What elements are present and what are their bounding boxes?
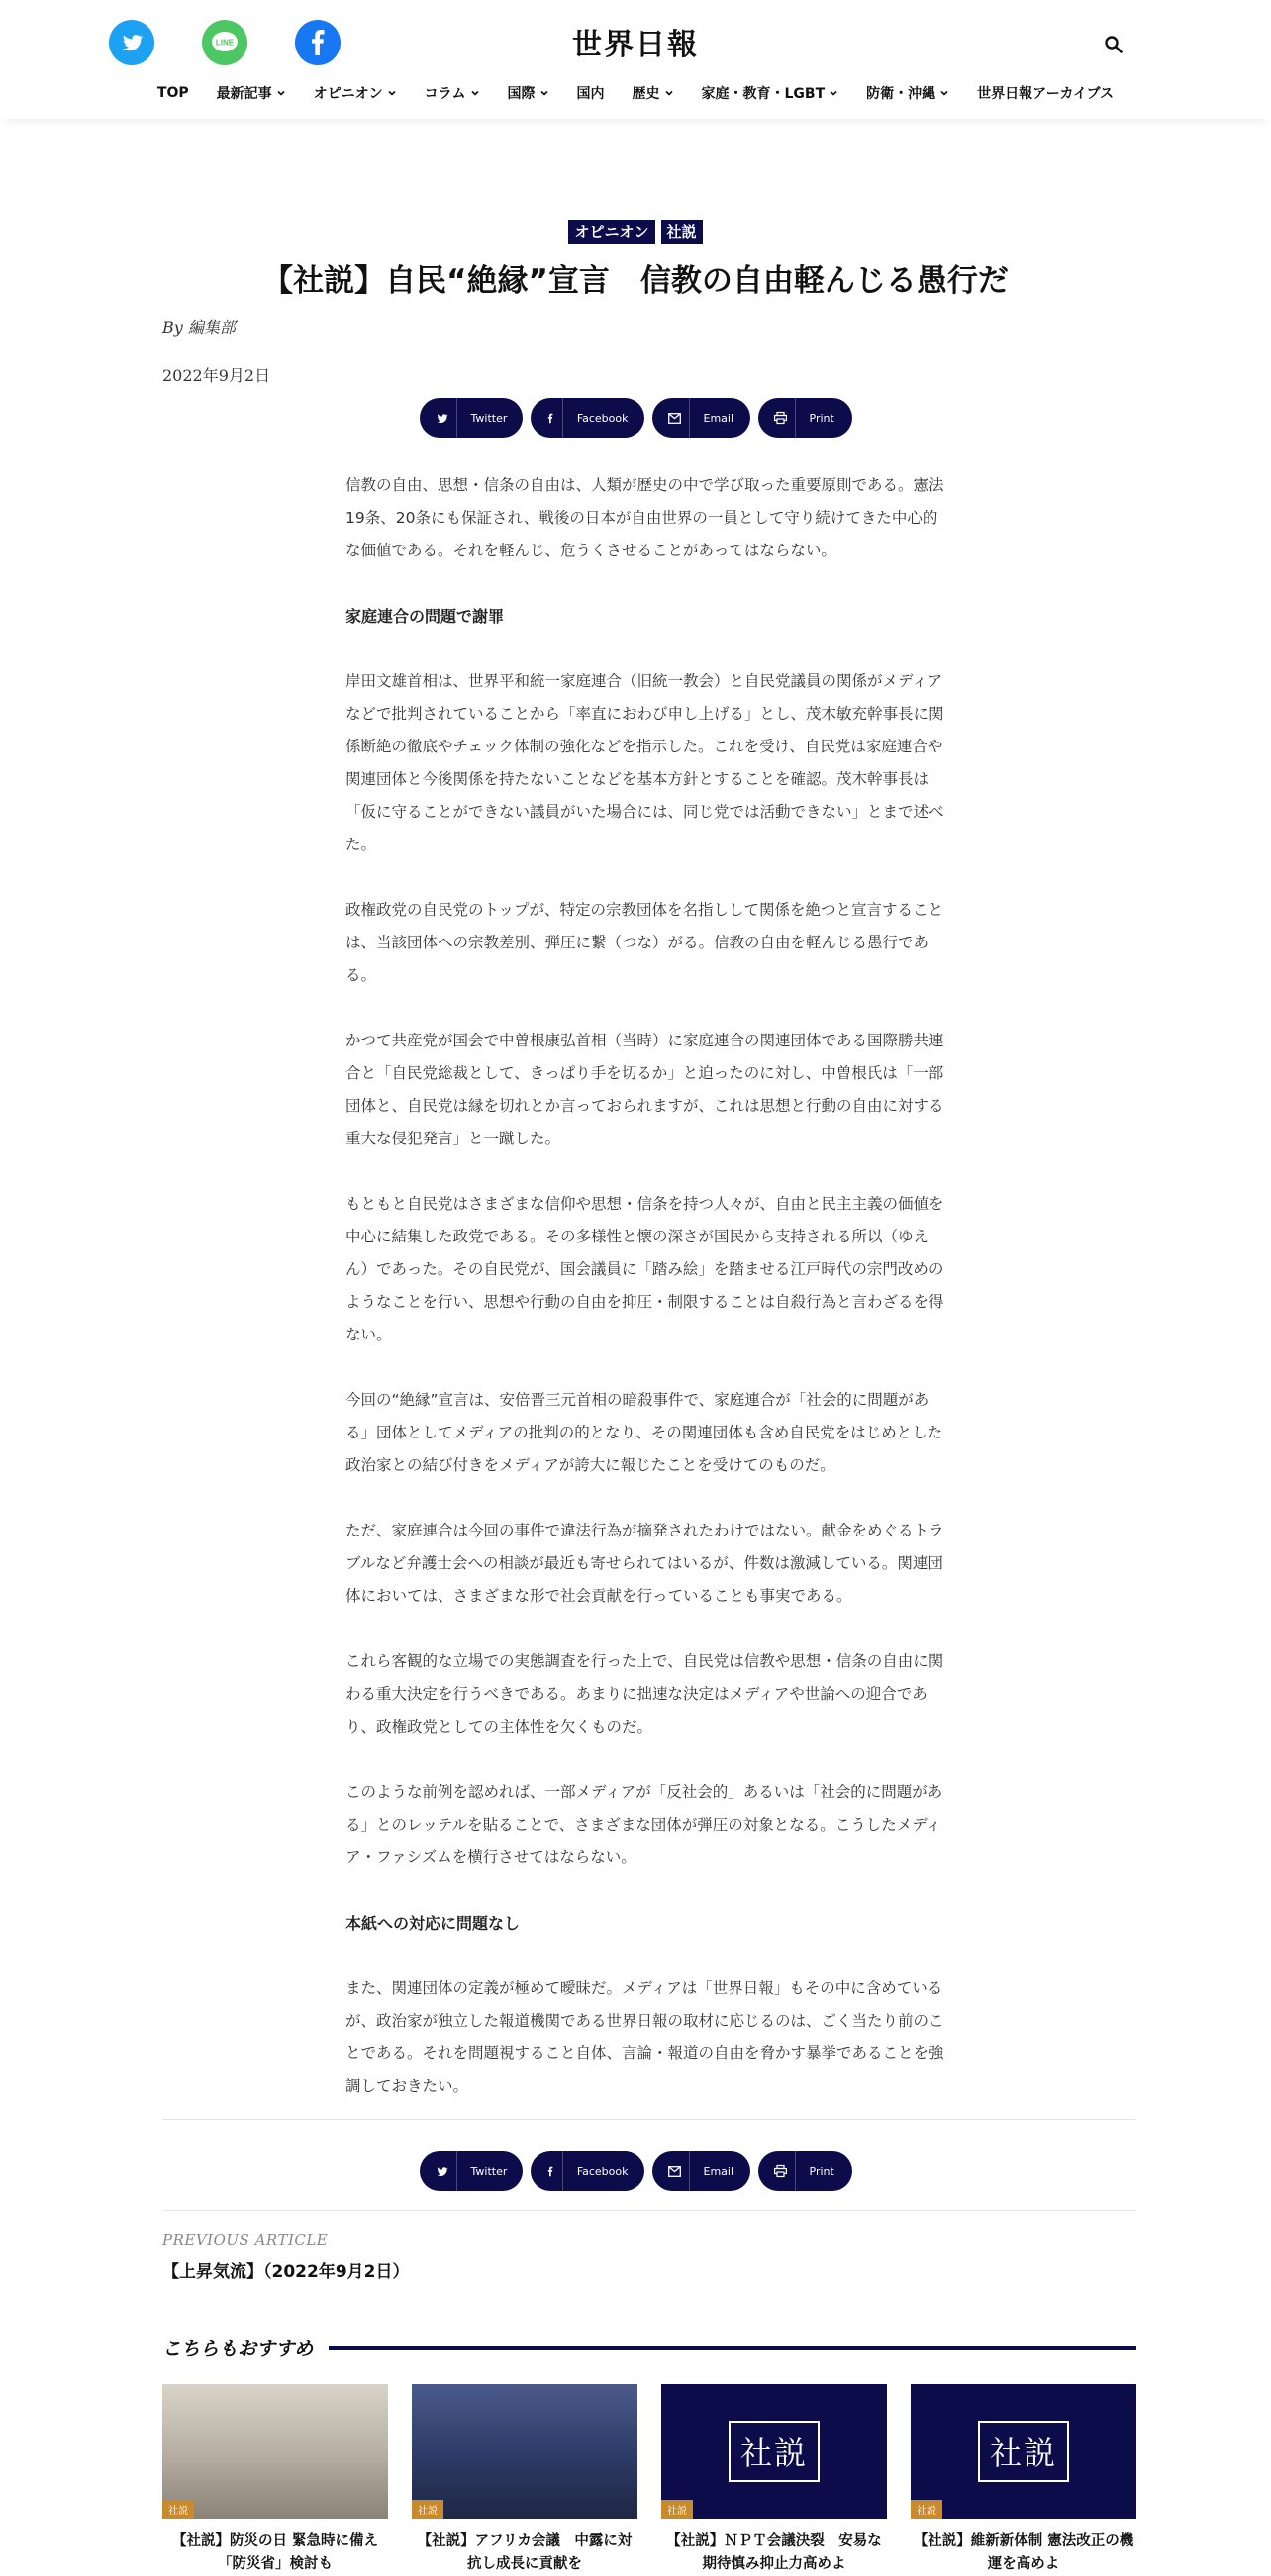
recommend-card[interactable] — [661, 2384, 887, 2576]
nav-item-label: コラム — [424, 86, 466, 102]
nav-item-label: TOP — [156, 85, 189, 101]
chevron-down-icon — [387, 88, 397, 98]
nav-item-label: 家庭・教育・LGBT — [701, 86, 826, 102]
publish-date: 2022年9月2日 — [162, 366, 271, 385]
author-link[interactable]: 編集部 — [187, 318, 236, 337]
chevron-down-icon — [539, 88, 549, 98]
category-badge: 社説 — [412, 2500, 443, 2519]
share-bar-top — [0, 398, 1271, 438]
recommend-card[interactable] — [911, 2384, 1136, 2576]
previous-article-link[interactable]: 【上昇気流】（2022年9月2日） — [162, 2262, 410, 2282]
share-facebook-label: Facebook — [576, 2164, 629, 2178]
chevron-down-icon — [829, 88, 838, 98]
nav-item[interactable] — [852, 83, 963, 103]
share-facebook-button[interactable] — [531, 398, 644, 438]
card-thumbnail[interactable] — [911, 2384, 1136, 2519]
article-paragraph: 今回の“絶縁”宣言は、安倍晋三元首相の暗殺事件で、家庭連合が「社会的に問題がある」団体としてメディアの批判の的となり、その関連団体も含め自民党をはじめとした政治家との結び付きをメディアが誇大に報じたことを受けてのものだ。 — [345, 1391, 943, 1474]
nav-item-label: 歴史 — [632, 86, 660, 102]
recommend-card[interactable] — [162, 2384, 388, 2576]
nav-item-label: 国際 — [507, 86, 536, 102]
share-twitter-label: Twitter — [470, 411, 508, 425]
category-tags — [0, 220, 1271, 244]
article-title: 【社説】自民“絶縁”宣言 信教の自由軽んじる愚行だ — [262, 263, 1009, 299]
main-nav — [0, 83, 1271, 103]
chevron-down-icon — [470, 88, 480, 98]
line-icon — [210, 30, 240, 55]
share-email-label: Email — [703, 2164, 734, 2178]
facebook-icon — [546, 412, 554, 425]
article-paragraph: 信教の自由、思想・信条の自由は、人類が歴史の中で学び取った重要原則である。憲法19条、20条にも保証され、戦後の日本が自由世界の一員として守り続けてきた中心的な価値である。それを軽んじ、危うくさせることがあってはならない。 — [345, 476, 944, 559]
printer-icon — [774, 2165, 787, 2177]
divider — [162, 2210, 1136, 2211]
heading-bar — [329, 2346, 1136, 2350]
nav-item[interactable] — [411, 83, 494, 103]
nav-item[interactable] — [688, 83, 853, 103]
share-facebook-label: Facebook — [576, 411, 629, 425]
card-title[interactable]: 【社説】アフリカ会議 中露に対抗し成長に貢献を — [417, 2533, 633, 2572]
line-icon-label: LINE — [215, 38, 235, 48]
twitter-icon — [436, 2165, 448, 2178]
share-print-button[interactable] — [758, 398, 852, 438]
nav-item[interactable] — [563, 83, 619, 103]
recommend-card[interactable] — [412, 2384, 637, 2576]
site-header — [0, 0, 1271, 119]
card-title[interactable]: 【社説】維新新体制 憲法改正の機運を高めよ — [913, 2533, 1134, 2572]
share-facebook-button[interactable] — [531, 2151, 644, 2191]
nav-item[interactable] — [144, 83, 203, 103]
article-paragraph: このような前例を認めれば、一部メディアが「反社会的」あるいは「社会的に問題がある」とのレッテルを貼ることで、さまざまな団体が弾圧の対象となる。こうしたメディア・ファシズムを横行させてはならない。 — [345, 1783, 943, 1866]
nav-item[interactable] — [203, 83, 300, 103]
printer-icon — [774, 412, 787, 424]
nav-item[interactable] — [963, 83, 1127, 103]
share-bar-bottom — [0, 2151, 1271, 2191]
chevron-down-icon — [664, 88, 674, 98]
share-email-button[interactable] — [652, 2151, 750, 2191]
share-twitter-button[interactable] — [420, 2151, 523, 2191]
card-title[interactable]: 【社説】ＮＰＴ会議決裂 安易な期待慎み抑止力高めよ — [666, 2533, 882, 2572]
search-button[interactable] — [1099, 30, 1128, 59]
nav-item[interactable] — [619, 83, 688, 103]
editorial-thumbnail-text: 社説 — [729, 2421, 820, 2482]
article-paragraph: かつて共産党が国会で中曽根康弘首相（当時）に家庭連合の関連団体である国際勝共連合と「自民党総裁として、きっぱり手を切るか」と迫ったのに対し、中曽根氏は「一部団体と、自民党は縁を切れとか言っておられますが、これは思想と行動の自由に対する重大な侵犯発言」と一蹴した。 — [345, 1032, 944, 1147]
card-thumbnail[interactable] — [412, 2384, 637, 2519]
card-thumbnail[interactable] — [162, 2384, 388, 2519]
nav-item-label: 防衛・沖縄 — [866, 86, 936, 102]
share-print-button[interactable] — [758, 2151, 852, 2191]
editorial-thumbnail-text: 社説 — [978, 2421, 1069, 2482]
previous-article-label: PREVIOUS ARTICLE — [162, 2231, 329, 2249]
site-logo — [0, 20, 1271, 63]
chevron-down-icon — [276, 88, 286, 98]
facebook-link[interactable] — [295, 20, 341, 65]
card-title[interactable]: 【社説】防災の日 緊急時に備え「防災省」検討も — [171, 2533, 379, 2572]
section-heading: 本紙への対応に問題なし — [345, 1914, 521, 1932]
share-print-label: Print — [809, 2164, 834, 2178]
envelope-icon — [668, 413, 681, 424]
nav-item-label: 最新記事 — [216, 86, 272, 102]
envelope-icon — [668, 2166, 681, 2177]
site-logo-text[interactable]: 世界日報 — [572, 28, 699, 62]
nav-item-label: 世界日報アーカイブス — [977, 86, 1115, 102]
recommend-heading — [162, 2334, 1136, 2361]
category-badge: 社説 — [162, 2500, 194, 2519]
share-email-label: Email — [703, 411, 734, 425]
nav-item-label: 国内 — [576, 86, 605, 102]
share-print-label: Print — [809, 411, 834, 425]
divider — [162, 2119, 1136, 2120]
nav-item[interactable] — [494, 83, 563, 103]
section-heading: 家庭連合の問題で謝罪 — [345, 607, 505, 626]
category-tag-opinion[interactable]: オピニオン — [568, 220, 654, 244]
article-paragraph: これら客観的な立場での実態調査を行った上で、自民党は信教や思想・信条の自由に関わる重大決定を行うべきである。あまりに拙速な決定はメディアや世論への迎合であり、政権政党としての主体性を欠くものだ。 — [345, 1652, 944, 1735]
category-badge: 社説 — [661, 2500, 693, 2519]
twitter-icon — [436, 412, 448, 425]
facebook-icon — [307, 30, 329, 55]
search-icon — [1104, 35, 1124, 54]
byline-prefix: By — [162, 318, 183, 337]
article-paragraph: 政権政党の自民党のトップが、特定の宗教団体を名指しして関係を絶つと宣言することは、当該団体への宗教差別、弾圧に繋（つな）がる。信教の自由を軽んじる愚行である。 — [345, 901, 944, 984]
share-twitter-button[interactable] — [420, 398, 523, 438]
card-thumbnail[interactable] — [661, 2384, 887, 2519]
facebook-icon — [546, 2165, 554, 2178]
nav-item[interactable] — [300, 83, 411, 103]
article-paragraph: もともと自民党はさまざまな信仰や思想・信条を持つ人々が、自由と民主主義の価値を中心に結集した政党である。その多様性と懐の深さが国民から支持される所以（ゆえん）であった。その自民党が、国会議員に「踏み絵」を踏ませる江戸時代の宗門改めのようなことを行い、思想や行動の自由を抑圧・制限することは自殺行為と言わざるを得ない。 — [345, 1195, 944, 1343]
twitter-link[interactable] — [109, 20, 154, 65]
nav-item-label: オピニオン — [313, 86, 383, 102]
chevron-down-icon — [939, 88, 949, 98]
article-body — [345, 469, 947, 2135]
article-paragraph: 岸田文雄首相は、世界平和統一家庭連合（旧統一教会）と自民党議員の関係がメディアなどで批判されていることから「率直におわび申し上げる」とし、茂木敏充幹事長に関係断絶の徹底やチェック体制の強化などを指示した。これを受け、自民党は家庭連合や関連団体と今後関係を持たないことなどを基本方針とすることを確認。茂木幹事長は「仮に守ることができない議員がいた場合には、同じ党では活動できない」とまで述べた。 — [345, 672, 944, 853]
category-badge: 社説 — [911, 2500, 942, 2519]
twitter-icon — [120, 31, 144, 54]
byline — [162, 315, 236, 338]
article-paragraph: また、関連団体の定義が極めて曖昧だ。メディアは「世界日報」もその中に含めているが、政治家が独立した報道機関である世界日報の取材に応じるのは、ごく当たり前のことである。それを問題視すること自体、言論・報道の自由を脅かす暴挙であることを強調しておきたい。 — [345, 1979, 944, 2095]
share-email-button[interactable] — [652, 398, 750, 438]
category-tag-editorial[interactable]: 社説 — [661, 220, 703, 244]
share-twitter-label: Twitter — [470, 2164, 508, 2178]
line-link[interactable] — [202, 20, 247, 65]
recommend-cards — [162, 2384, 1136, 2576]
recommend-heading-text: こちらもおすすめ — [162, 2338, 314, 2360]
article-paragraph: ただ、家庭連合は今回の事件で違法行為が摘発されたわけではない。献金をめぐるトラブルなど弁護士会への相談が最近も寄せられてはいるが、件数は激減している。関連団体においては、さまざまな形で社会貢献を行っていることも事実である。 — [345, 1522, 944, 1605]
